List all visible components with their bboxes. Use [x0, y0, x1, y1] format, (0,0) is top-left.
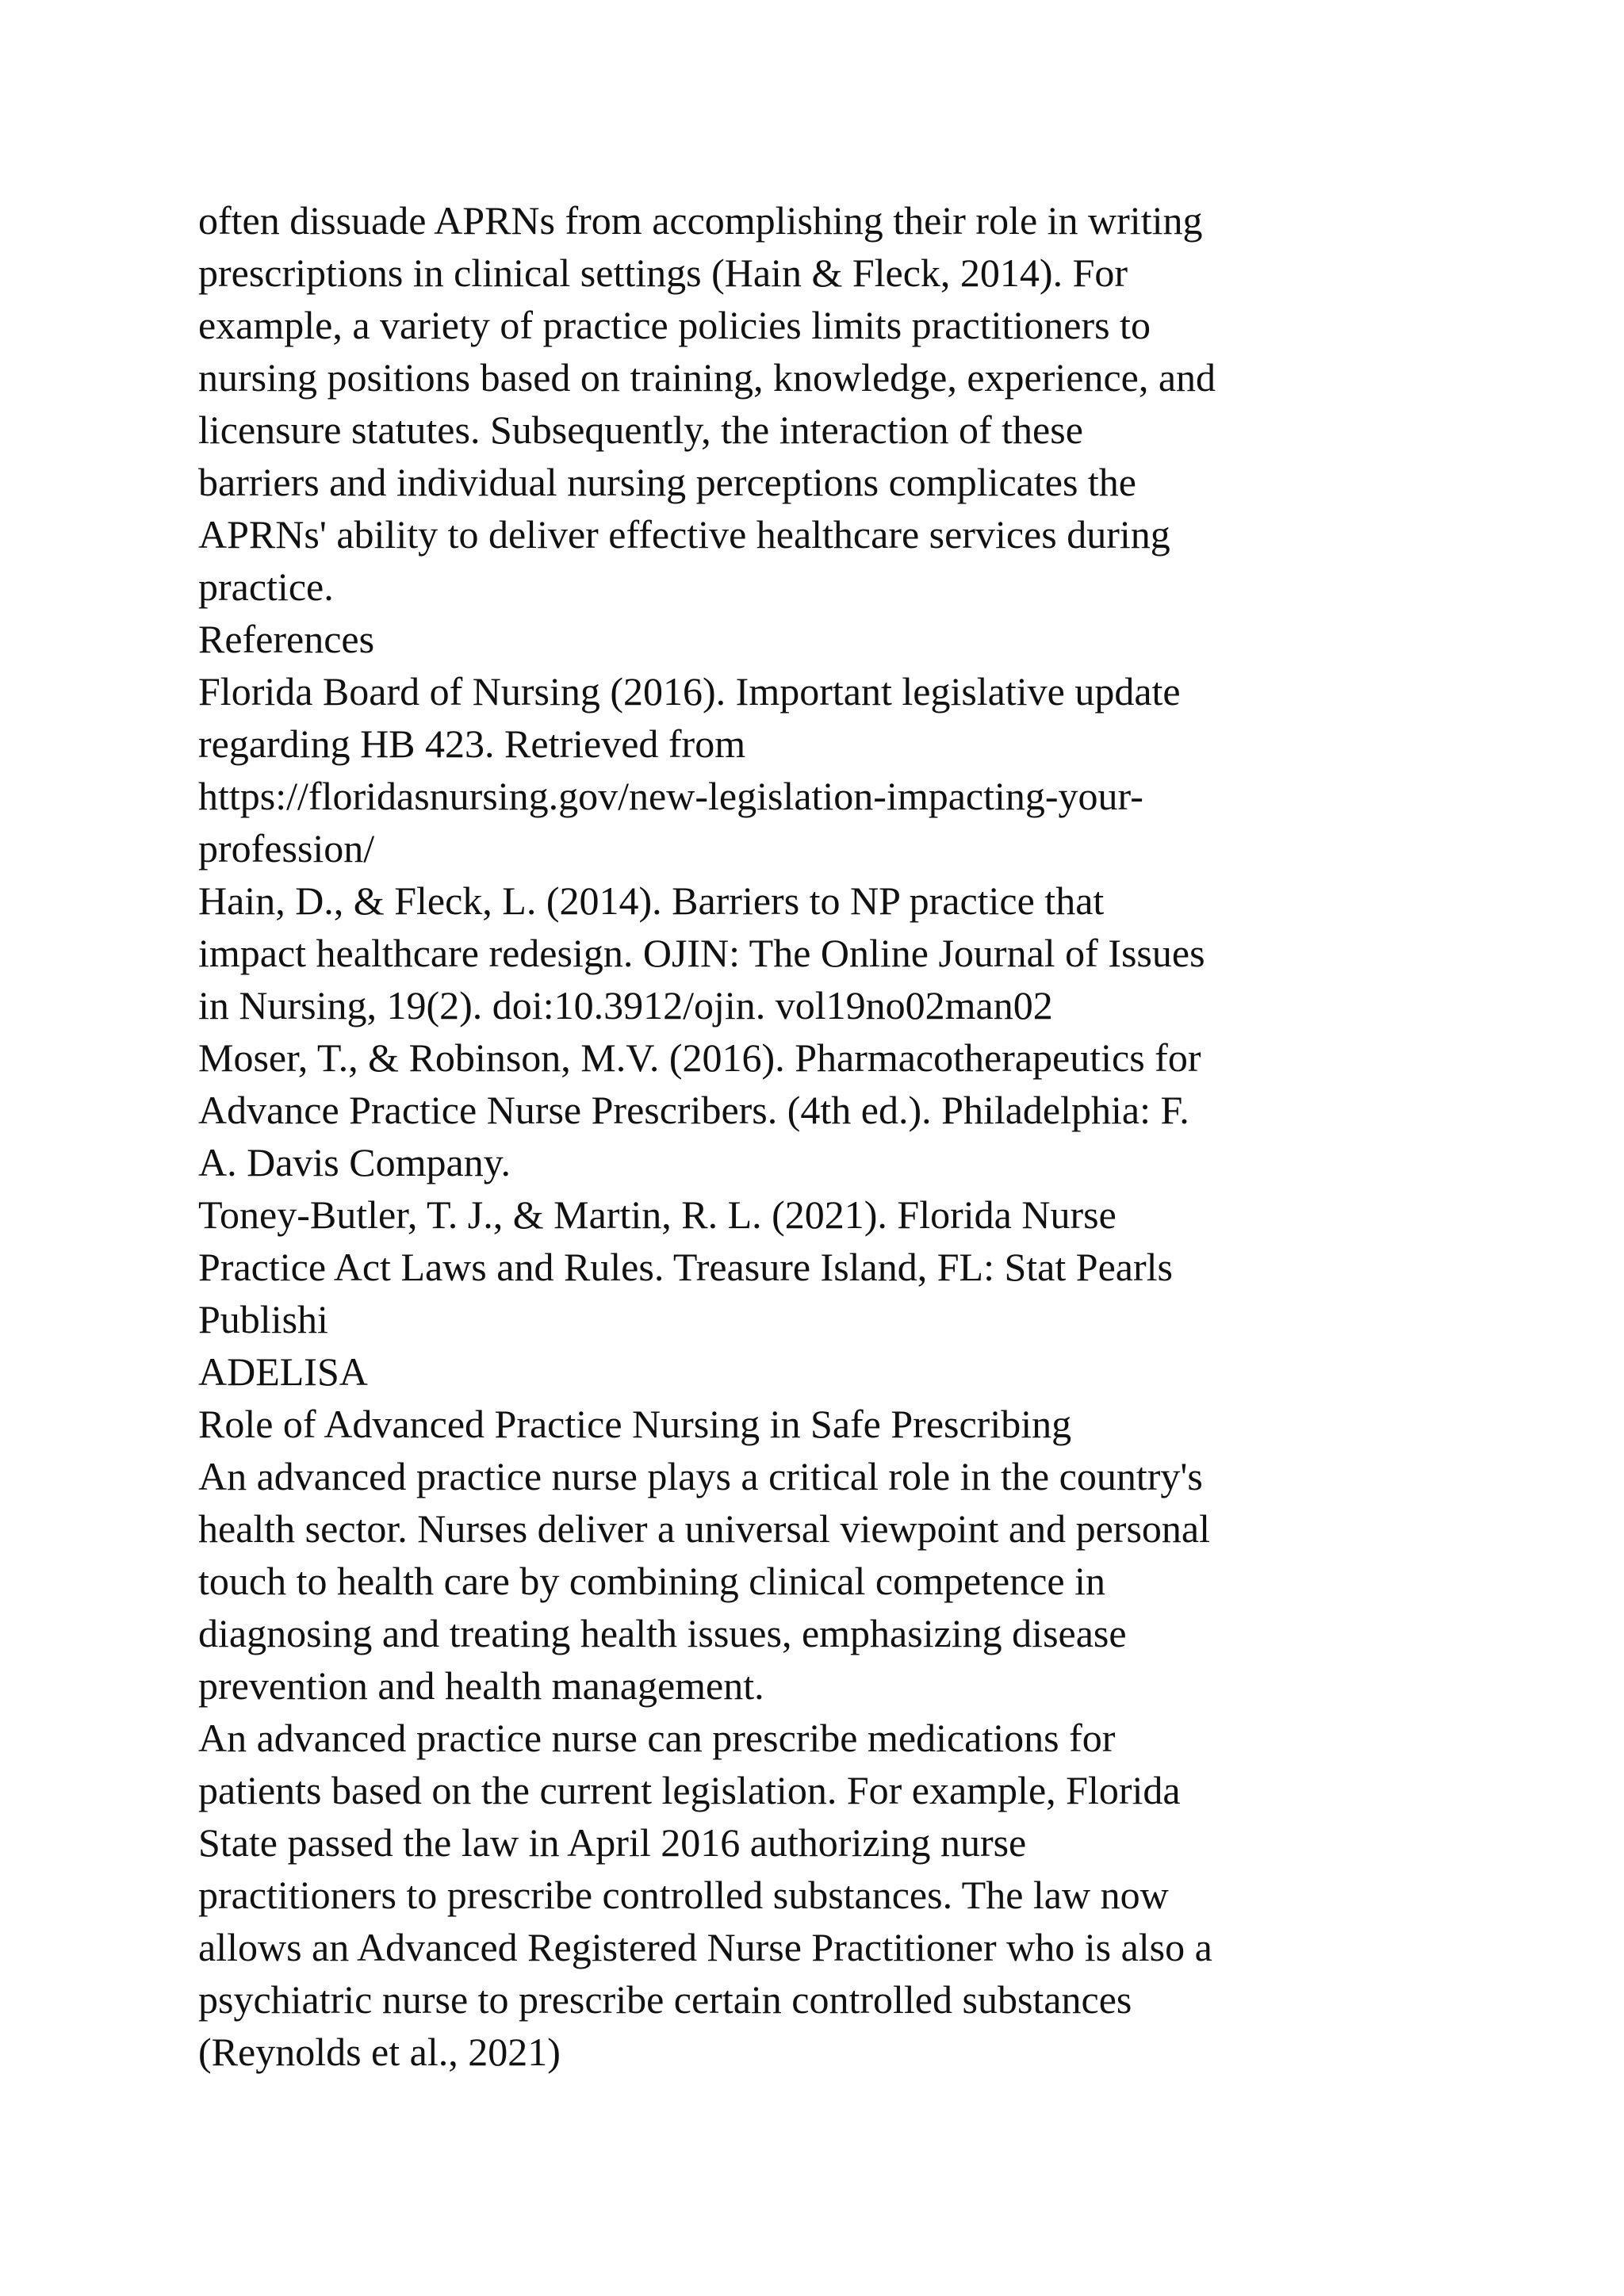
body-text-line: APRNs' ability to deliver effective healthcare services during: [198, 512, 1170, 557]
body-text-line: An advanced practice nurse plays a critical role in the country's: [198, 1454, 1203, 1498]
reference-line: impact healthcare redesign. OJIN: The Online Journal of Issues: [198, 931, 1205, 975]
reference-line: Toney-Butler, T. J., & Martin, R. L. (2021). Florida Nurse: [198, 1192, 1116, 1237]
body-text-line: nursing positions based on training, knowledge, experience, and: [198, 355, 1216, 400]
reference-line: Publishi: [198, 1297, 328, 1341]
document-body: [198, 194, 1483, 2078]
author-name: ADELISA: [198, 1349, 368, 1394]
reference-line: in Nursing, 19(2). doi:10.3912/ojin. vol19no02man02: [198, 983, 1053, 1027]
body-text-line: example, a variety of practice policies limits practitioners to: [198, 303, 1151, 347]
reference-url-line: https://floridasnursing.gov/new-legislation-impacting-your-: [198, 774, 1143, 818]
body-text-line: (Reynolds et al., 2021): [198, 2030, 561, 2074]
body-text-line: practice.: [198, 564, 334, 609]
body-text-line: practitioners to prescribe controlled substances. The law now: [198, 1873, 1169, 1917]
reference-line: Florida Board of Nursing (2016). Important legislative update: [198, 669, 1181, 714]
body-text-line: An advanced practice nurse can prescribe medications for: [198, 1716, 1116, 1760]
body-text-line: touch to health care by combining clinical competence in: [198, 1559, 1106, 1603]
body-text-line: diagnosing and treating health issues, emphasizing disease: [198, 1611, 1127, 1655]
body-text-line: patients based on the current legislation. For example, Florida: [198, 1768, 1181, 1812]
body-text-line: barriers and individual nursing perceptions complicates the: [198, 460, 1136, 504]
reference-line: Hain, D., & Fleck, L. (2014). Barriers to NP practice that: [198, 878, 1105, 923]
reference-line: Moser, T., & Robinson, M.V. (2016). Pharmacotherapeutics for: [198, 1035, 1201, 1080]
reference-line: regarding HB 423. Retrieved from: [198, 721, 746, 766]
section-title: Role of Advanced Practice Nursing in Safe Prescribing: [198, 1402, 1072, 1446]
body-text-line: prevention and health management.: [198, 1663, 764, 1708]
body-text-line: psychiatric nurse to prescribe certain controlled substances: [198, 1977, 1132, 2022]
references-heading: References: [198, 617, 375, 661]
body-text-line: State passed the law in April 2016 authorizing nurse: [198, 1820, 1027, 1865]
body-text-line: licensure statutes. Subsequently, the interaction of these: [198, 408, 1083, 452]
body-text-line: often dissuade APRNs from accomplishing their role in writing: [198, 198, 1203, 243]
reference-line: Practice Act Laws and Rules. Treasure Island, FL: Stat Pearls: [198, 1245, 1173, 1289]
body-text-line: health sector. Nurses deliver a universal viewpoint and personal: [198, 1506, 1211, 1551]
reference-line: Advance Practice Nurse Prescribers. (4th ed.). Philadelphia: F.: [198, 1088, 1189, 1132]
body-text-line: allows an Advanced Registered Nurse Practitioner who is also a: [198, 1925, 1212, 1969]
body-text-line: prescriptions in clinical settings (Hain & Fleck, 2014). For: [198, 251, 1128, 295]
reference-line: A. Davis Company.: [198, 1140, 511, 1184]
reference-url-line: profession/: [198, 826, 375, 871]
